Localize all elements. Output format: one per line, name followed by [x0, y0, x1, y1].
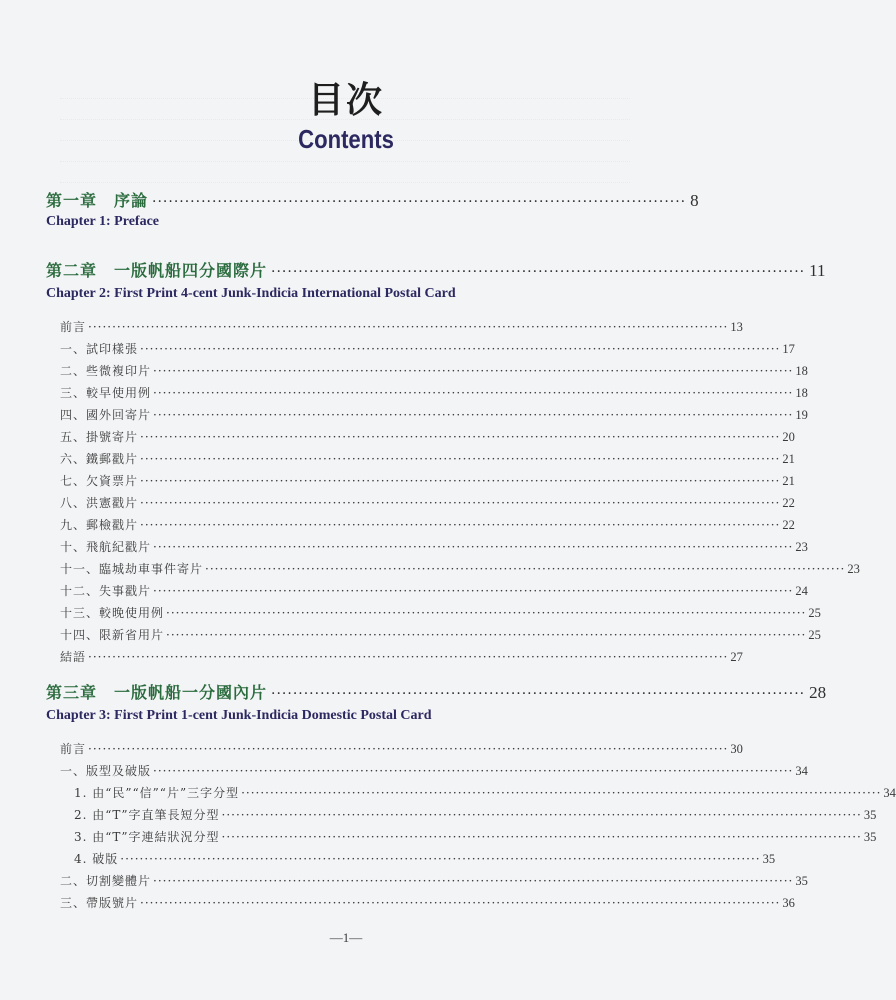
toc-entry[interactable] — [60, 582, 808, 599]
leader-dots: ·································································································· — [271, 686, 806, 702]
toc-entry-label: 八、洪憲戳片 — [60, 496, 139, 510]
leader-dots: ····································································································································· — [88, 650, 729, 664]
leader-dots: ····································································································································· — [140, 474, 781, 488]
toc-entry-page: 36 — [782, 896, 795, 910]
toc-entry-label: 三、較早使用例 — [60, 386, 152, 400]
toc-entry[interactable] — [60, 560, 860, 577]
toc-entry-page: 35 — [863, 808, 877, 822]
toc-entry-page: 23 — [847, 562, 860, 576]
leader-dots: ····································································································································· — [140, 496, 781, 510]
toc-subentry[interactable] — [74, 828, 877, 845]
chapter-1-title-en: Chapter 1: Preface — [46, 214, 159, 229]
toc-entry-label: 十二、失事戳片 — [60, 584, 152, 598]
leader-dots: ····································································································································· — [153, 364, 794, 378]
toc-entry-page: 34 — [883, 786, 896, 800]
toc-subentry[interactable] — [74, 850, 776, 867]
toc-entry-label: 2. 由“T”字直筆長短分型 — [74, 808, 220, 822]
chapter-3-heading[interactable] — [46, 680, 827, 703]
leader-dots: ····································································································································· — [88, 320, 729, 334]
chapter-2-title-zh: 第二章 一版帆船四分國際片 — [46, 261, 268, 280]
leader-dots: ····································································································································· — [88, 742, 729, 756]
toc-entry[interactable] — [60, 406, 808, 423]
leader-dots: ····································································································································· — [153, 540, 794, 554]
toc-entry[interactable] — [60, 740, 743, 757]
leader-dots: ····································································································································· — [140, 518, 781, 532]
toc-entry[interactable] — [60, 450, 795, 467]
toc-entry-label: 1. 由“民”“信”“片”三字分型 — [74, 786, 240, 800]
toc-entry-page: 30 — [730, 742, 743, 756]
toc-entry-label: 五、掛號寄片 — [60, 430, 139, 444]
toc-entry-label: 四、國外回寄片 — [60, 408, 152, 422]
toc-entry-label: 4. 破版 — [74, 852, 119, 866]
leader-dots: ····································································································································· — [166, 606, 807, 620]
toc-entry[interactable] — [60, 494, 795, 511]
toc-entry[interactable] — [60, 340, 795, 357]
chapter-3-page: 28 — [809, 683, 827, 702]
chapter-2-title-en: Chapter 2: First Print 4-cent Junk-Indicia International Postal Card — [46, 286, 456, 301]
toc-entry-label: 三、帶版號片 — [60, 896, 139, 910]
toc-entry-page: 18 — [795, 386, 808, 400]
leader-dots: ····································································································································· — [221, 830, 862, 844]
chapter-3-title-en: Chapter 3: First Print 1-cent Junk-Indicia Domestic Postal Card — [46, 708, 432, 723]
leader-dots: ····································································································································· — [140, 430, 781, 444]
toc-entry-page: 27 — [730, 650, 743, 664]
toc-entry-label: 十一、臨城劫車事件寄片 — [60, 562, 204, 576]
toc-entry-page: 21 — [782, 474, 795, 488]
page-title-english: Contents — [298, 124, 394, 154]
toc-entry[interactable] — [60, 384, 808, 401]
toc-entry-page: 34 — [795, 764, 808, 778]
toc-entry-label: 二、些微複印片 — [60, 364, 152, 378]
toc-entry-label: 一、試印樣張 — [60, 342, 139, 356]
leader-dots: ·································································································· — [152, 194, 687, 210]
leader-dots: ····································································································································· — [205, 562, 846, 576]
leader-dots: ····································································································································· — [166, 628, 807, 642]
toc-entry-page: 23 — [795, 540, 808, 554]
leader-dots: ····································································································································· — [120, 852, 761, 866]
page-title-chinese: 目次 — [307, 80, 384, 121]
toc-entry-label: 前言 — [60, 742, 87, 756]
toc-entry-page: 22 — [782, 518, 795, 532]
chapter-1-page: 8 — [690, 191, 699, 210]
leader-dots: ····································································································································· — [221, 808, 862, 822]
toc-entry-page: 18 — [795, 364, 808, 378]
toc-entry[interactable] — [60, 516, 795, 533]
toc-entry-page: 13 — [730, 320, 743, 334]
toc-entry-label: 前言 — [60, 320, 87, 334]
leader-dots: ····································································································································· — [140, 342, 781, 356]
toc-entry[interactable] — [60, 362, 808, 379]
leader-dots: ····································································································································· — [153, 408, 794, 422]
toc-entry[interactable] — [60, 428, 795, 445]
toc-entry[interactable] — [60, 604, 821, 621]
toc-entry-label: 七、欠資票片 — [60, 474, 139, 488]
toc-entry-label: 六、鐵郵戳片 — [60, 452, 139, 466]
toc-entry-page: 35 — [795, 874, 808, 888]
toc-entry[interactable] — [60, 648, 743, 665]
chapter-3-title-zh: 第三章 一版帆船一分國內片 — [46, 683, 268, 702]
chapter-1-heading[interactable] — [46, 188, 699, 211]
toc-entry-page: 19 — [795, 408, 808, 422]
toc-entry[interactable] — [60, 894, 795, 911]
toc-entry-page: 20 — [782, 430, 795, 444]
toc-entry-page: 35 — [863, 830, 877, 844]
leader-dots: ····································································································································· — [153, 874, 794, 888]
leader-dots: ····································································································································· — [153, 764, 794, 778]
page-number-footer: —1— — [329, 930, 363, 945]
toc-entry-label: 九、郵檢戳片 — [60, 518, 139, 532]
toc-entry-label: 十四、限新省用片 — [60, 628, 165, 642]
chapter-2-heading[interactable] — [46, 258, 826, 281]
leader-dots: ····································································································································· — [140, 896, 781, 910]
toc-entry-label: 十、飛航紀戳片 — [60, 540, 152, 554]
toc-entry[interactable] — [60, 472, 795, 489]
toc-entry-page: 35 — [762, 852, 776, 866]
toc-entry-label: 十三、較晚使用例 — [60, 606, 165, 620]
leader-dots: ····································································································································· — [140, 452, 781, 466]
toc-subentry[interactable] — [74, 806, 877, 823]
toc-entry[interactable] — [60, 538, 808, 555]
toc-entry-page: 25 — [808, 606, 821, 620]
chapter-2-page: 11 — [809, 261, 826, 280]
toc-entry[interactable] — [60, 762, 808, 779]
leader-dots: ····································································································································· — [241, 786, 882, 800]
chapter-1-title-zh: 第一章 序論 — [46, 191, 149, 210]
toc-entry-label: 二、切割變體片 — [60, 874, 152, 888]
toc-subentry[interactable] — [74, 784, 896, 801]
toc-entry[interactable] — [60, 626, 821, 643]
toc-entry-page: 17 — [782, 342, 795, 356]
toc-entry-label: 結語 — [60, 650, 87, 664]
toc-entry-label: 一、版型及破版 — [60, 764, 152, 778]
toc-entry-page: 24 — [795, 584, 808, 598]
toc-entry[interactable] — [60, 318, 743, 335]
toc-entry-page: 21 — [782, 452, 795, 466]
toc-entry-page: 22 — [782, 496, 795, 510]
toc-entry[interactable] — [60, 872, 808, 889]
leader-dots: ····································································································································· — [153, 386, 794, 400]
leader-dots: ····································································································································· — [153, 584, 794, 598]
toc-entry-label: 3. 由“T”字連結狀況分型 — [74, 830, 220, 844]
toc-entry-page: 25 — [808, 628, 821, 642]
leader-dots: ·································································································· — [271, 264, 806, 280]
